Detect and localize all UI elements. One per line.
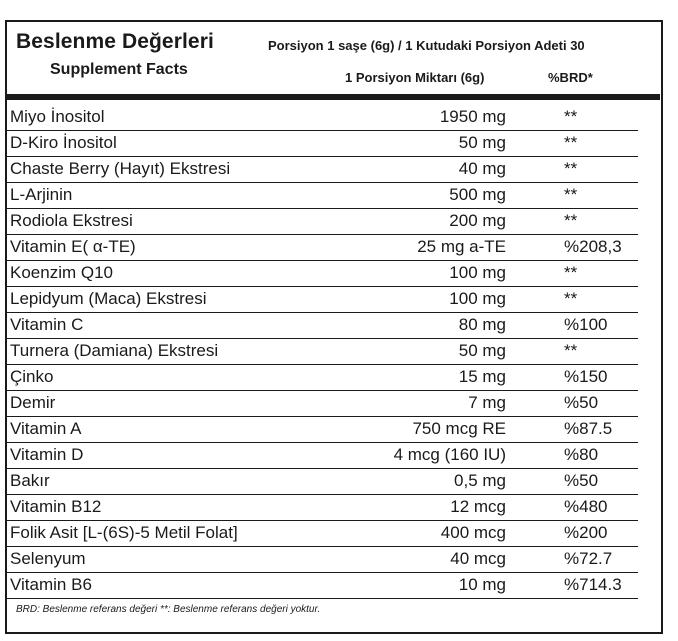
nutrient-name: Selenyum: [10, 549, 86, 568]
panel-title: Beslenme Değerleri: [16, 30, 214, 53]
table-row: [6, 287, 638, 313]
nutrient-brd: %50: [564, 393, 599, 412]
table-row: [6, 469, 638, 495]
nutrient-name: Vitamin C: [10, 315, 84, 334]
nutrient-brd: %80: [564, 445, 599, 464]
nutrient-name: L-Arjinin: [10, 185, 73, 204]
nutrient-table: [6, 105, 638, 599]
table-row: [6, 209, 638, 235]
nutrient-name: Turnera (Damiana) Ekstresi: [10, 341, 219, 360]
nutrient-brd: %208,3: [564, 237, 622, 256]
nutrient-name: Vitamin A: [10, 419, 82, 438]
table-row: [6, 417, 638, 443]
nutrient-amount: 80 mg: [458, 315, 506, 334]
nutrient-amount: 12 mcg: [450, 497, 506, 516]
table-row: [6, 495, 638, 521]
nutrient-name: Vitamin B12: [10, 497, 102, 516]
nutrient-amount: 50 mg: [458, 133, 506, 152]
nutrient-brd: **: [564, 185, 578, 204]
nutrient-amount: 7 mg: [468, 393, 506, 412]
nutrient-brd: %87.5: [564, 419, 613, 438]
header-divider: [6, 94, 660, 100]
column-header-brd: %BRD*: [548, 70, 593, 85]
nutrient-brd: **: [564, 159, 578, 178]
table-row: [6, 547, 638, 573]
nutrient-amount: 1950 mg: [439, 107, 506, 126]
nutrient-amount: 40 mg: [458, 159, 506, 178]
table-row: [6, 391, 638, 417]
panel-subtitle: Supplement Facts: [50, 61, 188, 78]
nutrient-name: Chaste Berry (Hayıt) Ekstresi: [10, 159, 231, 178]
nutrient-brd: **: [564, 263, 578, 282]
nutrient-amount: 25 mg a-TE: [417, 237, 506, 256]
table-row: [6, 339, 638, 365]
nutrient-name: Koenzim Q10: [10, 263, 113, 282]
nutrient-name: Vitamin D: [10, 445, 84, 464]
table-row: [6, 313, 638, 339]
table-row: [6, 105, 638, 131]
nutrient-name: Vitamin E( α-TE): [10, 237, 136, 256]
nutrient-amount: 40 mcg: [450, 549, 506, 568]
table-row: [6, 443, 638, 469]
nutrient-amount: 50 mg: [458, 341, 506, 360]
nutrient-amount: 100 mg: [449, 263, 506, 282]
nutrient-brd: %480: [564, 497, 608, 516]
table-row: [6, 521, 638, 547]
nutrient-name: Folik Asit [L-(6S)-5 Metil Folat]: [10, 523, 238, 542]
nutrient-brd: **: [564, 107, 578, 126]
nutrient-amount: 200 mg: [449, 211, 506, 230]
nutrient-name: Miyo İnositol: [10, 107, 105, 126]
nutrient-name: Çinko: [10, 367, 54, 386]
table-row: [6, 235, 638, 261]
table-row: [6, 183, 638, 209]
nutrient-name: Demir: [10, 393, 56, 412]
nutrient-brd: %72.7: [564, 549, 613, 568]
table-row: [6, 261, 638, 287]
nutrient-brd: **: [564, 133, 578, 152]
nutrient-brd: %150: [564, 367, 608, 386]
nutrient-brd: %100: [564, 315, 608, 334]
nutrient-brd: %50: [564, 471, 599, 490]
nutrient-brd: **: [564, 341, 578, 360]
nutrient-amount: 500 mg: [449, 185, 506, 204]
nutrient-name: Vitamin B6: [10, 575, 92, 594]
table-row: [6, 365, 638, 391]
table-row: [6, 573, 638, 599]
nutrient-brd: %714.3: [564, 575, 622, 594]
nutrient-brd: %200: [564, 523, 608, 542]
nutrient-amount: 100 mg: [449, 289, 506, 308]
serving-info: Porsiyon 1 saşe (6g) / 1 Kutudaki Porsiyon Adeti 30: [268, 38, 585, 53]
nutrient-name: Rodiola Ekstresi: [10, 211, 133, 230]
nutrient-amount: 0,5 mg: [454, 471, 506, 490]
table-row: [6, 157, 638, 183]
nutrient-brd: **: [564, 211, 578, 230]
nutrient-brd: **: [564, 289, 578, 308]
footnote: BRD: Beslenme referans değeri **: Beslenme referans değeri yoktur.: [16, 604, 321, 615]
nutrient-amount: 400 mcg: [440, 523, 506, 542]
column-header-amount: 1 Porsiyon Miktarı (6g): [345, 70, 485, 85]
nutrient-name: Lepidyum (Maca) Ekstresi: [10, 289, 207, 308]
table-row: [6, 131, 638, 157]
nutrient-name: Bakır: [10, 471, 50, 490]
nutrient-amount: 15 mg: [458, 367, 506, 386]
nutrient-amount: 4 mcg (160 IU): [393, 445, 506, 464]
nutrient-amount: 10 mg: [458, 575, 506, 594]
nutrient-name: D-Kiro İnositol: [10, 133, 117, 152]
nutrient-amount: 750 mcg RE: [412, 419, 506, 438]
